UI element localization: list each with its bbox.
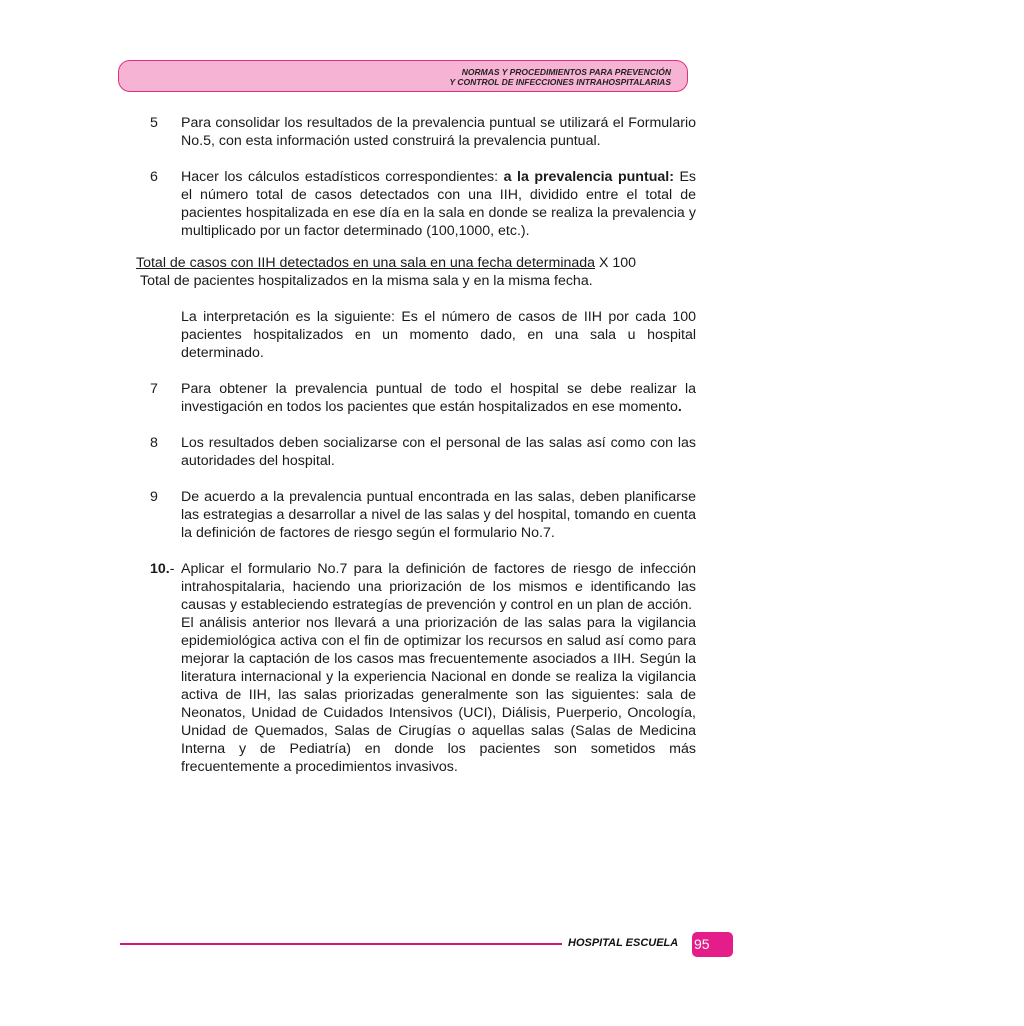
footer-divider: [120, 943, 562, 945]
list-item-5: [136, 114, 696, 150]
list-item-9: [136, 488, 696, 542]
item-text-paragraph-2: El análisis anterior nos llevará a una priorización de las salas para la vigilancia epidemiológica activa con el fin de optimizar los recursos en salud así como para mejorar la captación de los casos mas frecuentemente asociados a IIH. Según la literatura internacional y la experiencia Nacional en donde se realiza la vigilancia activa de IIH, las salas priorizadas generalmente son las siguientes: sala de Neonatos, Unidad de Cuidados Intensivos (UCI), Diálisis, Puerperio, Oncología, Unidad de Quemados, Salas de Cirugías o aquellas salas (Salas de Medicina Interna y de Pediatría) en donde los pacientes son sometidos más frecuentemente a procedimientos invasivos.: [181, 615, 696, 775]
list-item-8: [136, 434, 696, 470]
item-text-end: .: [677, 399, 682, 415]
interpretation-text: La interpretación es la siguiente: Es el número de casos de IIH por cada 100 pacientes hospitalizados en un momento dado, en una sala u hospital determinado.: [181, 309, 696, 361]
item-number: 8: [150, 435, 158, 451]
item-text-cont: Es el número total de casos detectados con una IIH, dividido entre el total de pacientes hospitalizada en ese día en la sala en donde se realiza la prevalencia y multiplicado por un factor determinado (100,1000, etc.).: [181, 169, 697, 239]
item-number: [150, 560, 174, 578]
item-number: 7: [150, 381, 158, 397]
header-banner: [118, 60, 688, 92]
item-number: 5: [150, 115, 158, 131]
page-body: [136, 114, 696, 776]
item-text: De acuerdo a la prevalencia puntual encontrada en las salas, deben planificarse las estrategias a desarrollar a nivel de las salas y del hospital, tomando en cuenta la definición de factores de riesgo según el formulario No.7.: [181, 489, 696, 541]
item-text: Aplicar el formulario No.7 para la definición de factores de riesgo de infección intrahospitalaria, haciendo una priorización de los mismos e identificando las causas y estableciendo estrategías de prevención y control en un plan de acción.: [181, 561, 696, 613]
item-number: 9: [150, 489, 158, 505]
formula-multiplier: X 100: [595, 255, 637, 271]
item-number-bold: 10.: [150, 561, 170, 577]
item-text: Hacer los cálculos estadísticos correspondientes:: [181, 169, 504, 185]
item-number: 6: [150, 169, 158, 185]
item-text: Para obtener la prevalencia puntual de todo el hospital se debe realizar la investigación en todos los pacientes que están hospitalizados en ese momento: [181, 381, 696, 415]
item-text-bold: a la prevalencia puntual:: [503, 169, 674, 185]
list-item-7: [136, 380, 696, 416]
interpretation-paragraph: [136, 308, 696, 362]
item-text: Para consolidar los resultados de la prevalencia puntual se utilizará el Formulario No.5, con esta información usted construirá la prevalencia puntual.: [181, 115, 696, 149]
item-text: Los resultados deben socializarse con el personal de las salas así como con las autoridades del hospital.: [181, 435, 696, 469]
page-number-badge: 95: [692, 932, 733, 957]
formula-numerator: Total de casos con IIH detectados en una sala en una fecha determinada: [136, 255, 596, 271]
list-item-6: [136, 168, 696, 240]
item-number-dash: -: [169, 561, 175, 577]
formula: [136, 254, 696, 290]
formula-denominator: Total de pacientes hospitalizados en la misma sala y en la misma fecha.: [140, 273, 593, 289]
header-line-1: NORMAS Y PROCEDIMIENTOS PARA PREVENCIÓN: [461, 67, 671, 77]
footer-label: HOSPITAL ESCUELA: [568, 937, 679, 949]
list-item-10: [136, 560, 696, 776]
header-line-2: Y CONTROL DE INFECCIONES INTRAHOSPITALARIAS: [449, 77, 671, 87]
header-title: [450, 67, 672, 87]
